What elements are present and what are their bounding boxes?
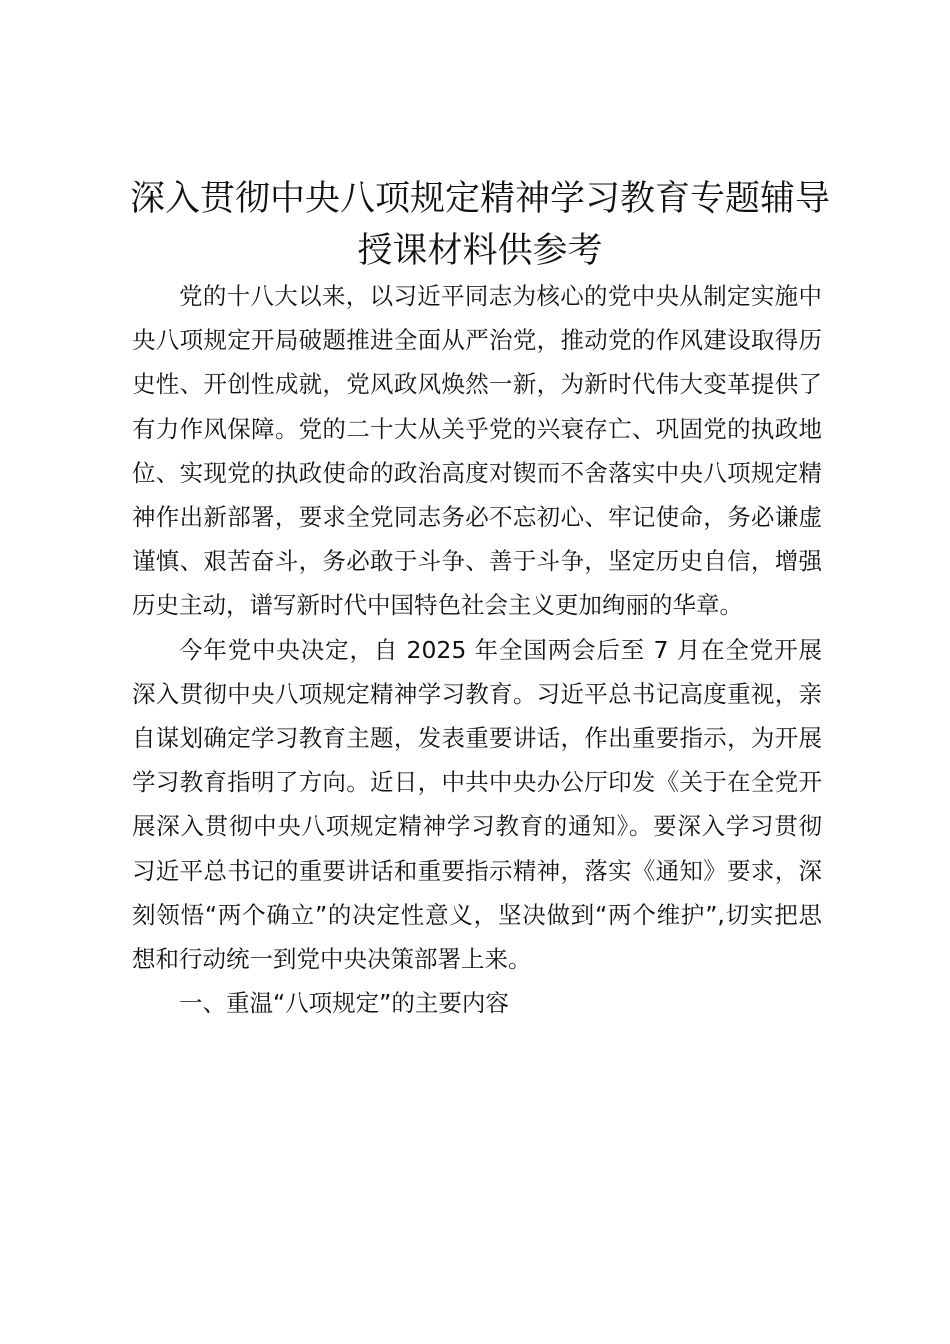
document-body [132,274,822,1025]
title-line-2: 授课材料供参考 [357,231,603,271]
section-heading: 一、重温“八项规定”的主要内容 [179,989,509,1018]
paragraph-1: 党的十八大以来，以习近平同志为核心的党中央从制定实施中央八项规定开局破题推进全面从严治党，推动党的作风建设取得历史性、开创性成就，党风政风焕然一新，为新时代伟大变革提供了有力作风保障。党的二十大从关乎党的兴衰存亡、巩固党的执政地位、实现党的执政使命的政治高度对锲而不舍落实中央八项规定精神作出新部署，要求全党同志务必不忘初心、牢记使命，务必谦虚谨慎、艰苦奋斗，务必敢于斗争、善于斗争，坚定历史自信，增强历史主动，谱写新时代中国特色社会主义更加绚丽的华章。 [132,282,822,620]
document-title [110,173,850,277]
title-line-1: 深入贯彻中央八项规定精神学习教育专题辅导 [129,179,830,219]
paragraph-2: 今年党中央决定，自 2025 年全国两会后至 7 月在全党开展深入贯彻中央八项规定精神学习教育。习近平总书记高度重视，亲自谋划确定学习教育主题，发表重要讲话，作出重要指示，为开展学习教育指明了方向。近日，中共中央办公厅印发《关于在全党开展深入贯彻中央八项规定精神学习教育的通知》。要深入学习贯彻习近平总书记的重要讲话和重要指示精神，落实《通知》要求，深刻领悟“两个确立”的决定性意义，坚决做到“两个维护”,切实把思想和行动统一到党中央决策部署上来。 [132,635,822,974]
